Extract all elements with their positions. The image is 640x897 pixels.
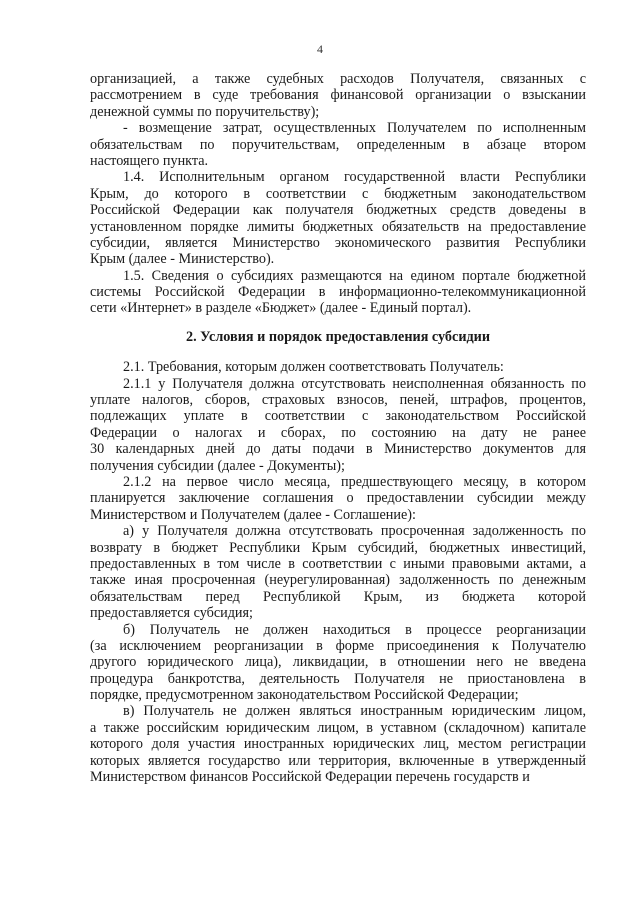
paragraph-line: 2.1. Требования, которым должен соответствовать Получатель: — [123, 359, 504, 376]
paragraph — [90, 474, 586, 523]
paragraph — [90, 703, 586, 785]
paragraph-line: подлежащих уплате в соответствии с законодательством Российской — [90, 408, 586, 425]
paragraph-line: которых является государство или территория, включенные в утвержденный — [90, 752, 586, 769]
paragraph-line: получения субсидии (далее - Документы); — [90, 457, 345, 474]
document-body — [90, 71, 586, 785]
paragraph-line: Министерством финансов Российской Федерации перечень государств и — [90, 769, 530, 786]
paragraph-line: Крым, до которого в соответствии с бюджетным законодательством — [90, 185, 586, 202]
paragraph-line: порядке, предусмотренном законодательством Российской Федерации; — [90, 687, 519, 704]
paragraph-line: Федерации о налогах и сборах, по состоянию на дату не ранее — [90, 424, 586, 441]
paragraph — [90, 622, 586, 704]
paragraph-line: субсидии, является Министерство экономического развития Республики — [90, 234, 586, 251]
paragraph-line: системы Российской Федерации в информационно-телекоммуникационной — [90, 284, 586, 301]
paragraph-line: уплате налогов, сборов, страховых взносов, пеней, штрафов, процентов, — [90, 392, 586, 409]
paragraph-line: предоставленных в том числе в соответствии с иными правовыми актами, а — [90, 555, 586, 572]
paragraph-line: 30 календарных дней до даты подачи в Министерство документов для — [90, 441, 586, 458]
paragraph-line: также иная просроченная (неурегулированная) задолженность по денежным — [90, 572, 586, 589]
paragraph — [90, 359, 586, 375]
paragraph — [90, 169, 586, 267]
paragraph-line: (за исключением реорганизации в форме присоединения к Получателю — [90, 637, 586, 654]
paragraph-line: Крым (далее - Министерство). — [90, 251, 275, 268]
paragraph-line: другого юридического лица), ликвидации, в отношении него не введена — [90, 654, 586, 671]
paragraph-line: а также российским юридическим лицом, в уставном (складочном) капитале — [90, 719, 586, 736]
paragraph-line: - возмещение затрат, осуществленных Получателем по исполненным — [123, 120, 586, 137]
paragraph-line: в) Получатель не должен являться иностранным юридическим лицом, — [123, 703, 586, 720]
paragraph-line: настоящего пункта. — [90, 152, 209, 169]
paragraph-line: Российской Федерации как получателя бюджетных средств доведены в — [90, 202, 586, 219]
paragraph — [90, 523, 586, 621]
paragraph-line: планируется заключение соглашения о предоставлении субсидии между — [90, 490, 586, 507]
paragraph-line: Министерством и Получателем (далее - Соглашение): — [90, 506, 416, 523]
paragraph-line: б) Получатель не должен находиться в процессе реорганизации — [123, 621, 586, 638]
page-number: 4 — [317, 42, 323, 56]
paragraph-line: обязательствам по поручительствам, определенным в абзаце втором — [90, 136, 586, 153]
paragraph-line: 1.4. Исполнительным органом государственной власти Республики — [123, 169, 586, 186]
section-heading: 2. Условия и порядок предоставления субсидии — [185, 328, 491, 345]
paragraph-line: 2.1.1 у Получателя должна отсутствовать неисполненная обязанность по — [123, 375, 586, 392]
paragraph-line: обязательствам перед Республикой Крым, из бюджета которой — [90, 588, 586, 605]
paragraph-line: рассмотрением в суде требования финансовой организации о взыскании — [90, 87, 586, 104]
paragraph — [90, 268, 586, 317]
paragraph-line: возврату в бюджет Республики Крым субсидий, бюджетных инвестиций, — [90, 539, 586, 556]
paragraph-line: предоставляется субсидия; — [90, 605, 253, 622]
paragraph-line: организацией, а также судебных расходов Получателя, связанных с — [90, 71, 586, 87]
paragraph-line: 1.5. Сведения о субсидиях размещаются на едином портале бюджетной — [123, 267, 586, 284]
paragraph-line: сети «Интернет» в разделе «Бюджет» (далее - Единый портал). — [90, 300, 472, 317]
paragraph — [90, 71, 586, 120]
paragraph-line: которого доля участия иностранных юридических лиц, местом регистрации — [90, 736, 586, 753]
paragraph-line: денежной суммы по поручительству); — [90, 103, 320, 120]
paragraph — [90, 120, 586, 169]
paragraph — [90, 376, 586, 474]
paragraph-line: установленном порядке лимиты бюджетных обязательств на предоставление — [90, 218, 586, 235]
paragraph-line: 2.1.2 на первое число месяца, предшествующего месяцу, в котором — [123, 473, 586, 490]
paragraph-line: а) у Получателя должна отсутствовать просроченная задолженность по — [123, 523, 586, 540]
paragraph-line: процедура банкротства, деятельность Получателя не приостановлена в — [90, 670, 586, 687]
